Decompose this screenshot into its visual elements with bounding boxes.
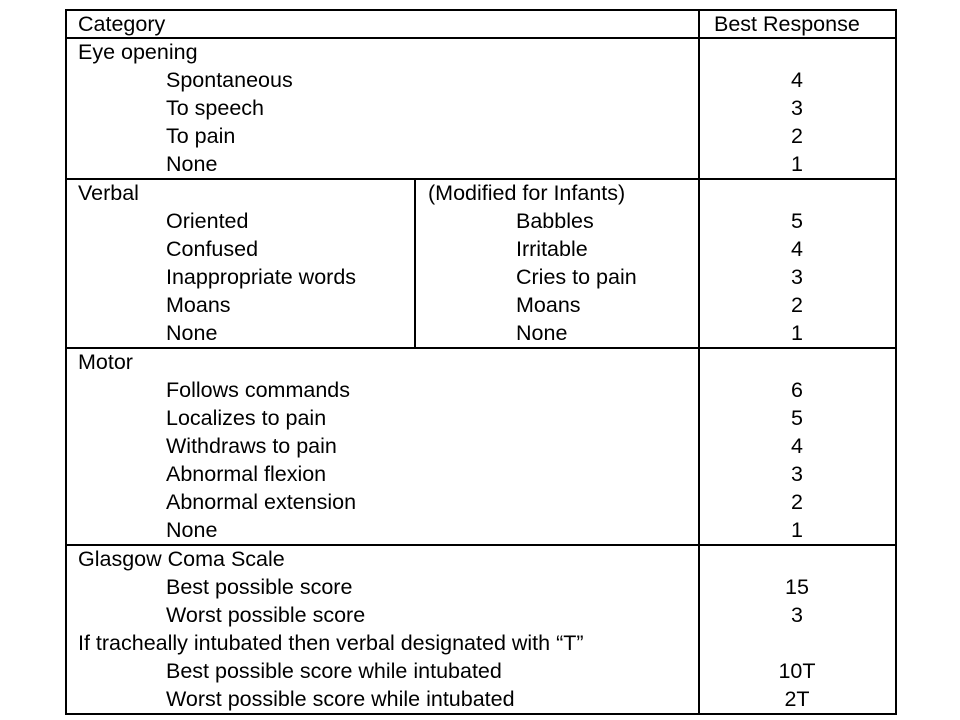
verbal-item-score: 4 bbox=[791, 237, 803, 261]
infant-column-divider bbox=[414, 179, 416, 349]
table-border-bottom bbox=[65, 713, 897, 715]
motor-item-score: 4 bbox=[791, 434, 803, 458]
verbal-item-label: Moans bbox=[166, 293, 231, 317]
motor-item-score: 5 bbox=[791, 406, 803, 430]
gcs-title: Glasgow Coma Scale bbox=[78, 547, 285, 571]
eye-item-label: None bbox=[166, 152, 218, 176]
gcs-best-label: Best possible score bbox=[166, 575, 353, 599]
gcs-intubation-note: If tracheally intubated then verbal designated with “T” bbox=[78, 631, 584, 655]
verbal-item-score: 2 bbox=[791, 293, 803, 317]
verbal-item-label: Oriented bbox=[166, 209, 249, 233]
gcs-worst-label: Worst possible score bbox=[166, 603, 366, 627]
eye-item-score: 1 bbox=[791, 152, 803, 176]
motor-item-label: Abnormal extension bbox=[166, 490, 357, 514]
motor-item-score: 1 bbox=[791, 518, 803, 542]
verbal-item-score: 3 bbox=[791, 265, 803, 289]
motor-title: Motor bbox=[78, 350, 133, 374]
eye-item-score: 4 bbox=[791, 68, 803, 92]
table-border-right bbox=[895, 9, 897, 715]
gcs-best-score: 15 bbox=[785, 575, 809, 599]
verbal-item-label: None bbox=[166, 321, 218, 345]
eye-item-label: To pain bbox=[166, 124, 236, 148]
verbal-item-score: 1 bbox=[791, 321, 803, 345]
verbal-infant-item-label: Moans bbox=[516, 293, 581, 317]
eye-item-label: To speech bbox=[166, 96, 265, 120]
table-border-left bbox=[65, 9, 67, 715]
gcs-best-intubated-label: Best possible score while intubated bbox=[166, 659, 502, 683]
row-divider-verbal bbox=[65, 347, 897, 349]
gcs-best-intubated-score: 10T bbox=[778, 659, 816, 683]
verbal-item-score: 5 bbox=[791, 209, 803, 233]
motor-item-label: Localizes to pain bbox=[166, 406, 327, 430]
motor-item-label: Abnormal flexion bbox=[166, 462, 327, 486]
eye-item-score: 3 bbox=[791, 96, 803, 120]
verbal-item-label: Inappropriate words bbox=[166, 265, 357, 289]
header-best-response: Best Response bbox=[714, 12, 860, 36]
gcs-worst-score: 3 bbox=[791, 603, 803, 627]
eye-item-label: Spontaneous bbox=[166, 68, 293, 92]
motor-item-score: 3 bbox=[791, 462, 803, 486]
verbal-infant-item-label: Irritable bbox=[516, 237, 588, 261]
verbal-item-label: Confused bbox=[166, 237, 259, 261]
verbal-infant-title: (Modified for Infants) bbox=[428, 181, 626, 205]
verbal-title: Verbal bbox=[78, 181, 139, 205]
motor-item-label: Withdraws to pain bbox=[166, 434, 337, 458]
eye-item-score: 2 bbox=[791, 124, 803, 148]
verbal-infant-item-label: Babbles bbox=[516, 209, 594, 233]
eye-opening-title: Eye opening bbox=[78, 40, 198, 64]
header-category: Category bbox=[78, 12, 166, 36]
verbal-infant-item-label: None bbox=[516, 321, 568, 345]
motor-item-label: Follows commands bbox=[166, 378, 350, 402]
motor-item-score: 2 bbox=[791, 490, 803, 514]
gcs-worst-intubated-label: Worst possible score while intubated bbox=[166, 687, 515, 711]
verbal-infant-item-label: Cries to pain bbox=[516, 265, 637, 289]
gcs-worst-intubated-score: 2T bbox=[784, 687, 810, 711]
motor-item-score: 6 bbox=[791, 378, 803, 402]
motor-item-label: None bbox=[166, 518, 218, 542]
